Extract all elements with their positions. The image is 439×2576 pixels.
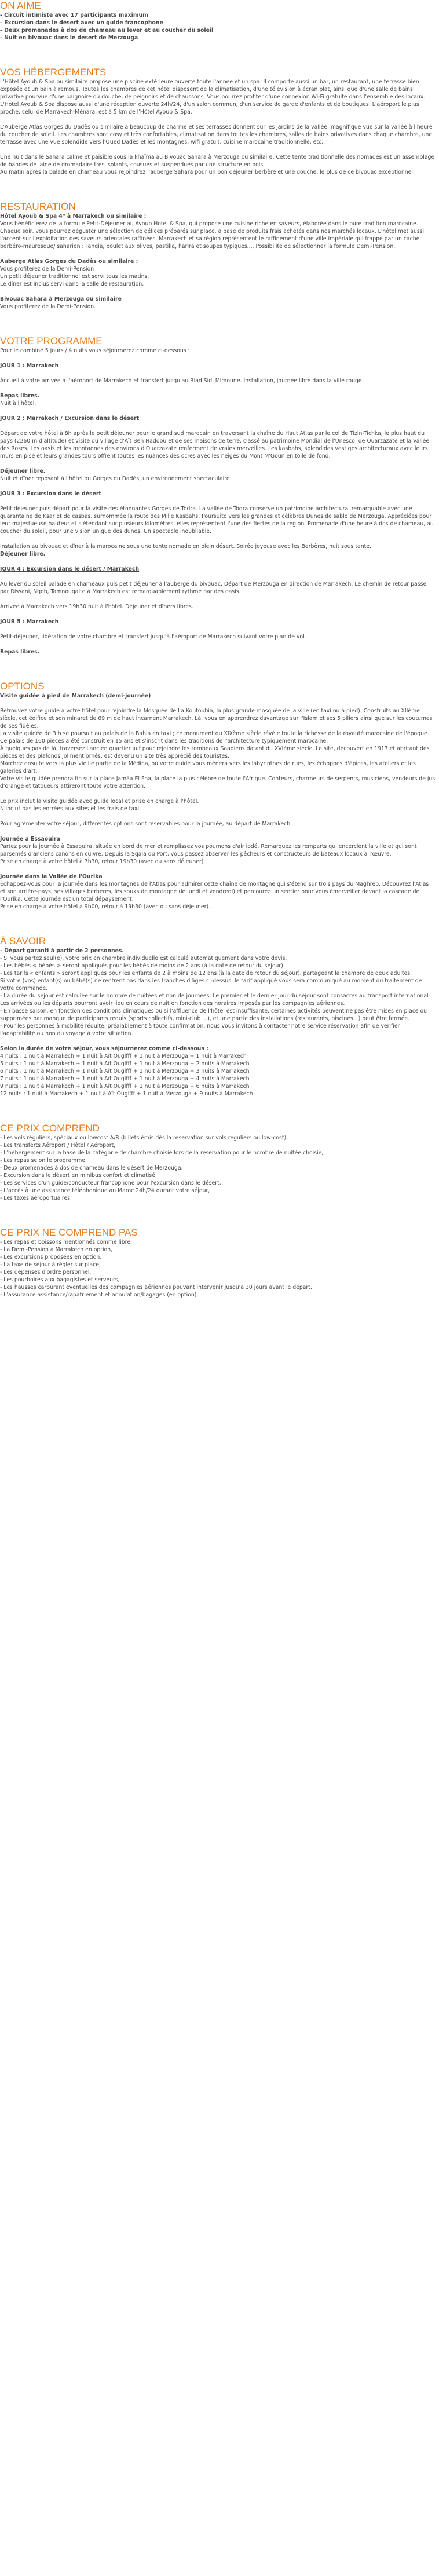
section-title: VOS HÉBERGEMENTS xyxy=(0,67,107,78)
paragraph xyxy=(0,1134,436,1202)
text-line: - Les bébés < bébés > seront appliqués pour les bébés de moins de 2 ans (à la date de retour du séjour). xyxy=(0,963,285,969)
paragraph xyxy=(0,78,436,116)
paragraph xyxy=(0,154,436,176)
paragraph xyxy=(0,213,436,250)
section-title: CE PRIX COMPREND xyxy=(0,1123,100,1134)
paragraph-gap xyxy=(0,611,436,618)
paragraph xyxy=(0,467,436,483)
text-line: - Les services d'un guide/conducteur francophone pour l'excursion dans le désert, xyxy=(0,1180,221,1186)
text-line: L'Hotel Ayoub & Spa dispose aussi d'une réception ouverte 24h/24, d'un salon commun, d'un service de garde d'enfants et de boutiques. L'aéroport le plus proche, celui de Marrakech-Ménara, est à 5 km de l'Hôtel Ayoub & Spa. xyxy=(0,101,419,115)
text-line: N'inclut pas les entrées aux sites et les frais de taxi. xyxy=(0,806,141,812)
text-line: Pour agrémenter votre séjour, différentes options sont réservables pour la journée, au départ de Marrakech. xyxy=(0,821,292,827)
paragraph xyxy=(0,947,436,1037)
paragraph xyxy=(0,123,436,146)
paragraph-gap xyxy=(0,422,436,430)
paragraph xyxy=(0,820,436,828)
text-line: Journée dans la Vallée de l'Ourika xyxy=(0,874,103,880)
paragraph-gap xyxy=(0,370,436,377)
paragraph-gap xyxy=(0,813,436,820)
section-title: OPTIONS xyxy=(0,681,45,692)
paragraph xyxy=(0,362,436,370)
text-line: 9 nuits : 1 nuit à Marrakech + 1 nuit à Aït Ouglfff + 1 nuit à Merzouga + 6 nuits à Marrakech xyxy=(0,1083,250,1090)
text-line: Le dîner est inclus servi dans la salle de restauration. xyxy=(0,281,144,287)
text-line: Une nuit dans le Sahara calme et paisible sous la khaïma au Bivouac Sahara à Merzouga ou similaire. Cette tente traditionnelle des nomades est un assemblage de bandes de laine de dromadaire très isolants, cousues et suspendues par une structure en bois. xyxy=(0,154,435,168)
paragraph xyxy=(0,392,436,407)
text-line: Repas libres. xyxy=(0,649,40,655)
section-restauration xyxy=(0,201,436,310)
text-line: - L'assurance assistance/rapatriement et annulation/bagages (en option). xyxy=(0,1292,199,1298)
text-line: - Les excursions proposées en option, xyxy=(0,1254,102,1260)
paragraph-gap xyxy=(0,116,436,123)
text-line: 7 nuits : 1 nuit à Marrakech + 1 nuit à Aït Ouglfff + 1 nuit à Merzouga + 4 nuits à Marrakech xyxy=(0,1076,250,1082)
text-line: Selon la durée de votre séjour, vous séjournerez comme ci-dessous : xyxy=(0,1046,208,1052)
section-ce-prix-comprend xyxy=(0,1123,436,1202)
section-vos-hebergements xyxy=(0,67,436,176)
paragraph xyxy=(0,1045,436,1098)
text-line: Si votre (vos) enfant(s) ou bébé(s) ne rentrent pas dans les tranches d'âges ci-dessus, le tarif appliqué vous sera communiqué au moment du traitement de votre commande. xyxy=(0,978,422,992)
text-line: Installation au bivouac et dîner à la marocaine sous une tente nomade en plein désert. Soirée joyeuse avec les Berbères, nuit sous tente. xyxy=(0,543,371,550)
text-line: 12 nuits : 1 nuit à Marrakech + 1 nuit à Aït Ouglfff + 1 nuit à Merzouga + 9 nuits à Marrakech xyxy=(0,1091,253,1097)
text-line: Départ de votre hôtel à 8h après le petit déjeuner pour le grand sud marocain en traversant la chaîne du Haut Atlas par le col de Tizin-Tichka, le plus haut du pays (2260 m d'altitude) et visite du village d'Aït Ben Haddou et de ses maisons de terre, classé au patrimoine Mondial de l'Unesco, de Ouarzazate et la Vallée des Roses. Les oasis et les montagnes des environs d'Ouarzazate renferment de vraies merveilles. Les kasbahs, splendides vestiges architecturaux avec leurs murs en pisé et leurs grandes tours offrent toutes les nuances des ocres avec les neiges du Mont M'Goun en toile de fond. xyxy=(0,430,430,459)
paragraph xyxy=(0,490,436,498)
text-line: Partez pour la journée à Essaouira, située en bord de mer et remplissez vos poumons d'air iodé. Remarquez les remparts qui encerclent la ville et qui sont parsemés d'anciens canons en culvre. Depuis la Sqala du Port, vous passez observer les pêcheurs et constructeurs de bateaux locaux à l'œuvre. xyxy=(0,843,417,857)
paragraph xyxy=(0,543,436,558)
text-line: À quelques pas de là, traversez l'ancien quartier juif pour rejoindre les tombeaux Saadiens datant du XVIème siècle. Le site, découvert en 1917 et abritant des pièces et des plafonds joliment ornés, est devenu un site très apprécié des touristes. xyxy=(0,746,430,759)
text-line: JOUR 1 : Marrakech xyxy=(0,363,59,369)
text-line: Arrivée à Marrakech vers 19h30 nuit à l'hôtel. Déjeuner et dîners libres. xyxy=(0,604,193,610)
text-line: - Si vous partez seul(e), votre prix en chambre individuelle est calculé automatiquement dans votre devis. xyxy=(0,955,287,962)
paragraph xyxy=(0,633,436,641)
text-line: - Les taxes aéroportuaires. xyxy=(0,1195,72,1201)
text-line: - Deux promenades à dos de chameau au lever et au coucher du soleil xyxy=(0,27,214,34)
text-line: Accueil à votre arrivée à l'aéroport de Marrakech et transfert jusqu'au Riad Sidi Mimoune. Installation, journée libre dans la ville rouge. xyxy=(0,378,364,384)
section-ce-prix-ne-comprend-pas xyxy=(0,1227,436,1299)
text-line: 5 nuits : 1 nuit à Marrakech + 1 nuit à Aït Ouglfff + 1 nuit à Merzouga + 2 nuits à Marrakech xyxy=(0,1061,250,1067)
text-line: Repas libres. xyxy=(0,393,40,399)
paragraph-gap xyxy=(0,250,436,258)
text-line: Pour le combiné 5 jours / 4 nuits vous séjournerez comme ci-dessous : xyxy=(0,348,190,354)
text-line: - La taxe de séjour à régler sur place, xyxy=(0,1262,101,1268)
text-line: Vous profiterez de la Demi-Pension xyxy=(0,266,94,272)
paragraph xyxy=(0,415,436,422)
text-line: Un petit déjeuner traditionnel est servi tous les matins. xyxy=(0,273,149,280)
text-line: - L'accès à une assistance téléphonique au Maroc 24h/24 durant votre séjour, xyxy=(0,1187,210,1194)
paragraph-gap xyxy=(0,146,436,154)
text-line: JOUR 3 : Excursion dans le désert xyxy=(0,491,101,497)
text-line: Le prix inclut la visite guidée avec guide local et prise en charge à l'hôtel. xyxy=(0,798,199,805)
paragraph xyxy=(0,835,436,865)
text-line: - Départ garanti à partir de 2 personnes. xyxy=(0,948,125,954)
paragraph xyxy=(0,648,436,656)
section-title: RESTAURATION xyxy=(0,201,76,212)
paragraph xyxy=(0,258,436,288)
paragraph xyxy=(0,692,436,700)
paragraph-gap xyxy=(0,573,436,580)
section-title: VOTRE PROGRAMME xyxy=(0,335,103,346)
section-title: CE PRIX NE COMPREND PAS xyxy=(0,1227,138,1238)
text-line: - La durée du séjour est calculée sur le nombre de nuitées et non de journées. Le premier et le dernier jour du séjour sont consacrés au transport international. Les arrivées ou les départs pourront avoir lieu en cours de nuit en fonction des horaires imposés par les compagnies aériennes. xyxy=(0,993,430,1007)
paragraph xyxy=(0,580,436,595)
text-line: Journée à Essaouira xyxy=(0,836,60,842)
section-title: À SAVOIR xyxy=(0,936,46,947)
text-line: - L'hébergement sur la base de la catégorie de chambre choisie lors de la réservation pour le nombre de nuitée choisie, xyxy=(0,1150,324,1156)
text-line: Petit-déjeuner, libération de votre chambre et transfert jusqu'à l'aéroport de Marrakech suivant votre plan de vol. xyxy=(0,634,306,640)
text-line: - Deux promenades à dos de chameau dans le désert de Merzouga, xyxy=(0,1165,183,1171)
paragraph-gap xyxy=(0,641,436,648)
paragraph xyxy=(0,505,436,535)
text-line: 6 nuits : 1 nuit à Marrakech + 1 nuit à Aït Ouglfff + 1 nuit à Merzouga + 3 nuits à Marrakech xyxy=(0,1068,250,1075)
paragraph-gap xyxy=(0,865,436,873)
text-line: Petit déjeuner puis départ pour la visite des étonnantes Gorges de Todra. La vallée de Todra conserve un patrimoine architectural remarquable avec une quarantaine de Ksar et de casbas, surnommée la route des Mille Kasbahs. Poursuite vers les grandes et célèbres Dunes de sable de Merzouga. Appréciées pour leur majestueuse hauteur et s'étendant sur plusieurs kilomètres, elles représentent l'une des fiertés de la région. Promenade d'une heure à dos de chameau, au coucher du soleil, pour une vision unique des dunes. Un spectacle inoubliable. xyxy=(0,506,434,535)
paragraph xyxy=(0,347,436,355)
text-line: - Circuit intimiste avec 17 participants maximum xyxy=(0,12,148,19)
text-line: La visite guidée de 3 h se poursuit au palais de la Bahia en taxi ; ce monument du XIXème siècle révèle toute la richesse de la royauté marocaine de l'époque. Ce palais de 160 pièces a été construit en 15 ans et s'inscrit dans les traditions de l'architecture typiquement marocaine. xyxy=(0,730,429,744)
text-line: 4 nuits : 1 nuit à Marrakech + 1 nuit à Aït Ouglfff + 1 nuit à Merzouga + 1 nuit à Marrakech xyxy=(0,1053,247,1059)
text-line: - Excursion dans le désert avec un guide francophone xyxy=(0,20,163,26)
text-line: JOUR 4 : Excursion dans le désert / Marrakech xyxy=(0,566,140,572)
text-line: Marchez ensuite vers la plus vieille partie de la Médina, où votre guide vous mènera vers les labyrinthes de rues, les échoppes d'épices, les ateliers et les galeries d'art. xyxy=(0,761,416,774)
text-line: Déjeuner libre. xyxy=(0,468,46,474)
text-line: - Pour les personnes à mobilité réduite, préalablement à toute confirmation, nous vous invitons à contacter notre service réservation afin de vérifier l'adaptabilité ou non du voyage à votre situation. xyxy=(0,1023,400,1037)
text-line: Nuit à l'hôtel. xyxy=(0,400,36,407)
paragraph-gap xyxy=(0,1037,436,1045)
paragraph-gap xyxy=(0,595,436,603)
text-line: - Les repas et boissons mentionnés comme libre, xyxy=(0,1239,132,1245)
text-line: JOUR 2 : Marrakech / Excursion dans le désert xyxy=(0,415,140,422)
paragraph xyxy=(0,798,436,813)
paragraph xyxy=(0,707,436,790)
text-line: - En basse saison, en fonction des conditions climatiques ou si l'affluence de l'hôtel est insuffisante, certaines activités peuvent ne pas être mises en place ou supprimées par manque de participants requis (sports collectifs, mini-club ...), et une partie des installations (restaurants, piscines...) peut être fermée. xyxy=(0,1008,427,1022)
text-line: - Les pourboires aux bagagistes et serveurs, xyxy=(0,1277,120,1283)
text-line: L'Auberge Atlas Gorges du Dadès ou similaire a beaucoup de charme et ses terrasses donnent sur les jardins de la vallée, magnifique vue sur la vallée à l'heure du coucher de soleil. Les chambres sont cosy et très confortables, climatisation dans toutes les chambres, salles de bains privatives dans chaque chambre, une terrasse avec une vue splendide vers l'Oued Dadès et les montagnes, wifi gratuit, cuisine marocaine traditionnelle, etc.. xyxy=(0,124,433,145)
paragraph xyxy=(0,873,436,911)
text-line: Vous profiterez de la Demi-Pension. xyxy=(0,304,96,310)
text-line: Nuit et dîner reposant à l'hôtel ou Gorges du Dadès, un environnement spectaculaire. xyxy=(0,476,232,482)
text-line: - Les vols réguliers, spéciaux ou lowcost A/R (billets émis dès la réservation sur vols réguliers ou low-cost), xyxy=(0,1135,288,1141)
paragraph xyxy=(0,1238,436,1299)
paragraph-gap xyxy=(0,535,436,543)
paragraph-gap xyxy=(0,828,436,835)
paragraph-gap xyxy=(0,790,436,798)
text-line: - Excursion dans le désert en minibus confort et climatisé, xyxy=(0,1172,157,1179)
text-line: Auberge Atlas Gorges du Dadès ou similaire : xyxy=(0,258,138,265)
text-line: Hôtel Ayoub & Spa 4* à Marrakech ou similaire : xyxy=(0,213,147,220)
paragraph-gap xyxy=(0,700,436,707)
text-line: Retrouvez votre guide à votre hôtel pour rejoindre la Mosquée de La Koutoubia, la plus grande mosquée de la ville (en taxi ou à pied). Construits au XIIème siècle, cet édifice et son minaret de 69 m de haut incarnent Marrakech. Là, vous en apprendrez davantage sur l'Islam et ses 5 piliers ainsi que sur les coutumes de ses fidèles. xyxy=(0,708,433,729)
paragraph-gap xyxy=(0,288,436,295)
text-line: - Les tarifs « enfants » seront appliqués pour les enfants de 2 à moins de 12 ans (à la date de retour du séjour), partageant la chambre de deux adultes. xyxy=(0,970,412,977)
text-line: Échappez-vous pour la journée dans les montagnes de l'Atlas pour admirer cette chaîne de montagne qui s'étend sur trois pays du Maghreb. Découvrez l'Atlas et son arrière-pays, ses villages berbères, les souks de montagne (le lundi et vendredi) et percourez un sentier pour vous émerveiller devant la cascade de l'Ourika. Cette journée est un total dépaysement. xyxy=(0,881,429,902)
paragraph xyxy=(0,12,436,42)
text-line: Bivouac Sahara à Merzouga ou similaire xyxy=(0,296,122,302)
text-line: - Les hausses carburant éventuelles des compagnies aériennes pouvant intervenir jusqu'à 30 jours avant le départ, xyxy=(0,1284,312,1291)
text-line: Au lever du soleil balade en chameaux puis petit déjeuner à l'auberge du bivouac. Départ de Merzouga en direction de Marrakech. Le chemin de retour passe par Rissani, Nqob, Tamnougalte à Marrakech est remarquablement rythmé par des oasis. xyxy=(0,581,427,595)
paragraph-gap xyxy=(0,385,436,392)
text-line: Prise en charge à votre hôtel à 9h00, retour à 19h30 (avec ou sans déjeuner). xyxy=(0,904,211,910)
paragraph xyxy=(0,565,436,573)
text-line: - Les repas selon le programme, xyxy=(0,1157,87,1164)
text-line: Vous bénéficierez de la formule Petit-Déjeuner au Ayoub Hotel & Spa, qui propose une cuisine riche en saveurs, élaborée dans le pure tradition marocaine. Chaque soir, vous pourrez déguster une sélection de délices préparés sur place, à base de produits frais achetés dans nos marchés locaux. L'hôtel met aussi l'accent sur l'exploitation des saveurs orientales raffinées. Marrakech et sa région représentent le raffinement d'une ville impériale qui frappe par un cache berbéro-mauresque/ saharien : Tangia, poulet aux olives, pastilla, harira et soupes typiques..., Possibilité de sélectionner la formule Demi-Pension. xyxy=(0,221,425,250)
section-a-savoir xyxy=(0,936,436,1098)
paragraph xyxy=(0,603,436,611)
paragraph-gap xyxy=(0,407,436,415)
paragraph xyxy=(0,430,436,460)
section-options xyxy=(0,681,436,911)
paragraph xyxy=(0,295,436,310)
section-votre-programme xyxy=(0,335,436,656)
text-line: Prise en charge à votre hôtel à 7h30, retour 19h30 (avec ou sans déjeuner). xyxy=(0,858,206,865)
text-line: - Les dépenses d'ordre personnel, xyxy=(0,1269,92,1276)
paragraph-gap xyxy=(0,626,436,633)
paragraph-gap xyxy=(0,558,436,565)
text-line: - Nuit en bivouac dans le désert de Merzouga xyxy=(0,35,138,41)
paragraph-gap xyxy=(0,355,436,362)
text-line: Visite guidée à pied de Marrakech (demi-journée) xyxy=(0,693,151,699)
paragraph xyxy=(0,377,436,385)
section-on-aime xyxy=(0,0,436,42)
paragraph xyxy=(0,618,436,626)
text-line: Déjeuner libre. xyxy=(0,551,46,557)
text-line: Au matin après la balade en chameau vous rejoindrez l'auberge Sahara pour un bon déjeuner berbère et une douche, le plus de ce bivouac exceptionnel. xyxy=(0,169,415,176)
text-line: - Les transferts Aéroport / Hôtel / Aéroport, xyxy=(0,1142,116,1149)
text-line: L'Hôtel Ayoub & Spa ou similaire propose une piscine extérieure ouverte toute l'année et un spa. Il comporte aussi un bar, un restaurant, une terrasse bien exposée et un bain à remous. Toutes les chambres de cet hôtel disposent de la climatisation, d'une télévision à écran plat, ainsi que d'une salle de bains privative pourvue d'une baignoire ou douche, de peignoirs et de chaussons. Vous pourrez profiter d'une connexion Wi-Fi gratuite dans l'ensemble des locaux. xyxy=(0,79,426,100)
text-line: Votre visite guidée prendra fin sur la place Jamâa El Fna, la place la plus célèbre de toute l'Afrique. Conteurs, charmeurs de serpents, musiciens, vendeurs de jus d'orange et tatoueurs attireront toute votre attention. xyxy=(0,776,436,790)
section-title: ON AIME xyxy=(0,0,41,11)
paragraph-gap xyxy=(0,498,436,505)
text-line: - La Demi-Pension à Marrakech en option, xyxy=(0,1247,113,1253)
paragraph-gap xyxy=(0,483,436,490)
paragraph-gap xyxy=(0,460,436,467)
text-line: JOUR 5 : Marrakech xyxy=(0,619,59,625)
